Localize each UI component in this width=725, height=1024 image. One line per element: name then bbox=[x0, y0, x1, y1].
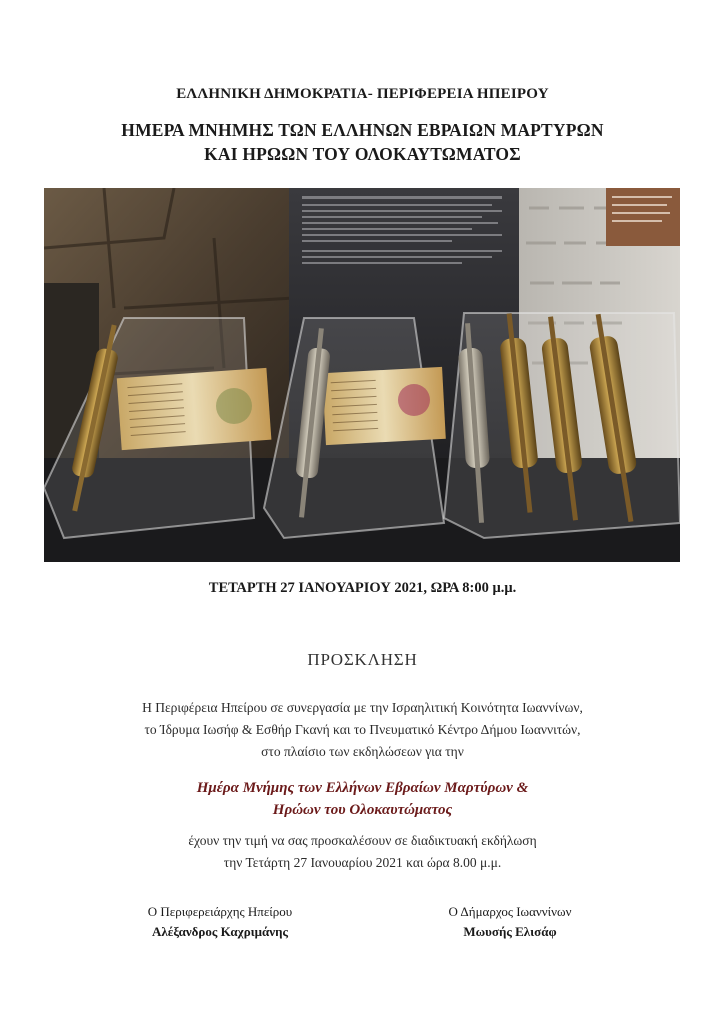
title-line-1: ΗΜΕΡΑ ΜΝΗΜΗΣ ΤΩΝ ΕΛΛΗΝΩΝ ΕΒΡΑΙΩΝ ΜΑΡΤΥΡΩΝ bbox=[121, 120, 604, 140]
signature-right-name: Μωυσής Ελισάφ bbox=[463, 924, 557, 939]
signature-right bbox=[380, 902, 640, 942]
paragraph-2-line-1: έχουν την τιμή να σας προσκαλέσουν σε διαδικτυακή εκδήλωση bbox=[188, 833, 537, 848]
authority-heading: ΕΛΛΗΝΙΚΗ ΔΗΜΟΚΡΑΤΙΑ- ΠΕΡΙΦΕΡΕΙΑ ΗΠΕΙΡΟΥ bbox=[176, 86, 549, 102]
signature-left bbox=[90, 902, 350, 942]
signature-left-role: Ο Περιφερειάρχης Ηπείρου bbox=[147, 904, 293, 919]
event-date-line: ΤΕΤΑΡΤΗ 27 ΙΑΝΟΥΑΡΙΟΥ 2021, ΩΡΑ 8:00 μ.μ. bbox=[208, 580, 517, 596]
invitation-paragraph-2 bbox=[0, 830, 725, 874]
title-line-2: ΚΑΙ ΗΡΩΩΝ ΤΟΥ ΟΛΟΚΑΥΤΩΜΑΤΟΣ bbox=[204, 144, 521, 164]
invitation-paragraph-1 bbox=[0, 697, 725, 763]
page-title bbox=[0, 118, 725, 166]
signature-left-name: Αλέξανδρος Καχριμάνης bbox=[152, 924, 288, 939]
paragraph-1-line-1: Η Περιφέρεια Ηπείρου σε συνεργασία με την Ισραηλιτική Κοινότητα Ιωαννίνων, bbox=[142, 700, 583, 715]
paragraph-2-line-2: την Τετάρτη 27 Ιανουαρίου 2021 και ώρα 8.00 μ.μ. bbox=[223, 855, 502, 870]
signature-right-role: Ο Δήμαρχος Ιωαννίνων bbox=[448, 904, 572, 919]
paragraph-1-line-3: στο πλαίσιο των εκδηλώσεων για την bbox=[261, 744, 464, 759]
event-name-line-1: Ημέρα Μνήμης των Ελλήνων Εβραίων Μαρτύρων & bbox=[196, 780, 529, 796]
invitation-title: ΠΡΟΣΚΛΗΣΗ bbox=[307, 650, 418, 669]
event-name-line-2: Ηρώων του Ολοκαυτώματος bbox=[272, 802, 453, 818]
event-name bbox=[0, 777, 725, 821]
paragraph-1-line-2: το Ίδρυμα Ιωσήφ & Εσθήρ Γκανή και το Πνευματικό Κέντρο Δήμου Ιωαννιτών, bbox=[144, 722, 581, 737]
torah-scrolls-photo bbox=[44, 188, 680, 562]
